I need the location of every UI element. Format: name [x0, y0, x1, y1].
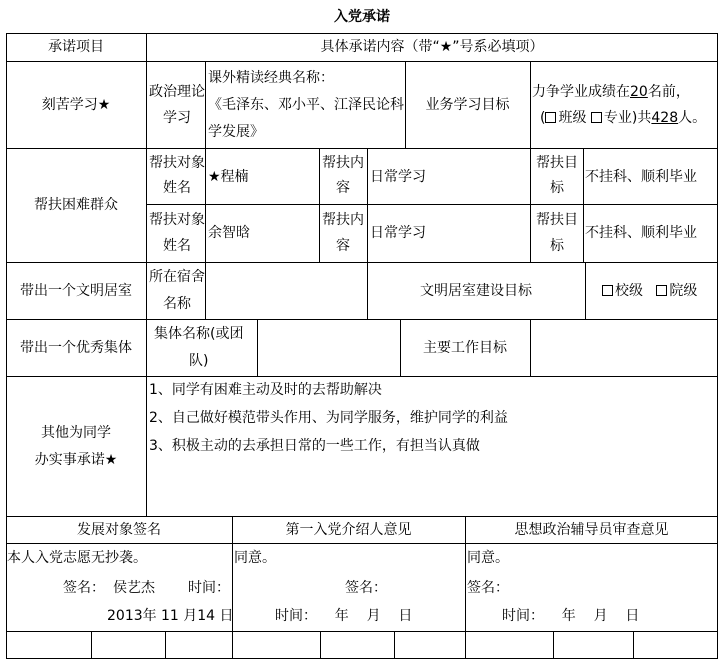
col-divider	[205, 61, 206, 149]
help-goal-label-2: 标	[550, 238, 564, 254]
reading-title-value: 《毛泽东、邓小平、江泽民论科	[208, 97, 404, 113]
major-checkbox[interactable]	[591, 112, 602, 123]
header-content: 具体承诺内容（带“★”号系必填项）	[320, 39, 544, 55]
help-label: 帮扶困难群众	[34, 197, 118, 213]
help-goal-value: 不挂科、顺利毕业	[585, 225, 697, 241]
table-border-right	[717, 33, 718, 659]
help-content-label: 帮扶内	[322, 155, 364, 171]
help-content-value: 日常学习	[370, 169, 426, 185]
group-name-label-2: 队)	[189, 353, 209, 369]
college-level-checkbox[interactable]	[656, 285, 667, 296]
col-divider	[165, 631, 166, 659]
counselor-opinion: 同意。	[467, 550, 509, 566]
group-label: 带出一个优秀集体	[20, 340, 132, 356]
col-divider	[633, 631, 634, 659]
introducer-time: 时间： 年 月 日	[275, 608, 413, 624]
group-goal-label: 主要工作目标	[423, 340, 507, 356]
col-divider	[530, 148, 531, 263]
applicant-statement: 本人入党志愿无抄袭。	[7, 550, 147, 566]
page-title: 入党承诺	[334, 9, 390, 25]
row-divider	[6, 376, 718, 377]
rank-value: 20	[630, 84, 648, 100]
col-divider	[205, 262, 206, 320]
sign-col3-header: 思想政治辅导员审查意见	[514, 522, 669, 538]
col-divider	[530, 319, 531, 377]
row-divider	[6, 148, 718, 149]
col-divider	[91, 631, 92, 659]
introducer-sign-label: 签名：	[345, 580, 387, 596]
col-divider	[394, 631, 395, 659]
help-content-label-2: 容	[336, 238, 350, 254]
applicant-date-year: 2013年	[107, 608, 157, 624]
table-border-top	[6, 33, 718, 34]
col-divider	[585, 262, 586, 320]
study-goal-line2: ( 班级 专业)共428人。	[540, 110, 707, 126]
study-goal-line1: 力争学业成绩在20名前，	[532, 84, 690, 100]
row-divider	[6, 262, 718, 263]
help-content-value: 日常学习	[370, 225, 426, 241]
service-item-1: 1、同学有困难主动及时的去帮助解决	[149, 382, 382, 398]
help-goal-label: 帮扶目	[536, 212, 578, 228]
col-divider	[319, 148, 320, 263]
header-item: 承诺项目	[48, 39, 104, 55]
help-target-name: 余智晗	[208, 225, 250, 241]
row-divider	[146, 204, 718, 205]
service-label-2: 办实事承诺★	[34, 452, 118, 468]
help-target-label: 帮扶对象	[149, 155, 205, 171]
row-divider	[6, 516, 718, 517]
politics-label: 政治理论	[149, 84, 205, 100]
help-goal-label: 帮扶目	[536, 155, 578, 171]
help-content-label-2: 容	[336, 180, 350, 196]
class-checkbox[interactable]	[545, 112, 556, 123]
applicant-time-label: 时间：	[188, 580, 230, 596]
help-target-label-2: 姓名	[163, 238, 191, 254]
service-label: 其他为同学	[41, 425, 111, 441]
table-border-bottom	[6, 658, 718, 659]
reading-title-label: 课外精读经典名称：	[208, 70, 334, 86]
help-target-name: ★程楠	[208, 169, 249, 185]
help-goal-value: 不挂科、顺利毕业	[585, 169, 697, 185]
total-value: 428	[651, 110, 679, 126]
col-divider	[146, 33, 147, 517]
counselor-sign-label: 签名：	[467, 580, 509, 596]
dorm-room-label-2: 名称	[163, 296, 191, 312]
help-target-label-2: 姓名	[163, 180, 191, 196]
service-item-2: 2、自己做好模范带头作用、为同学服务，维护同学的利益	[149, 410, 508, 426]
counselor-time: 时间： 年 月 日	[502, 608, 640, 624]
col-divider	[553, 631, 554, 659]
col-divider	[367, 148, 368, 263]
help-target-label: 帮扶对象	[149, 212, 205, 228]
dorm-label: 带出一个文明居室	[20, 283, 132, 299]
help-content-label: 帮扶内	[322, 212, 364, 228]
dorm-level-options: 校级 院级	[602, 281, 697, 301]
applicant-date-month-day: 11 月14 日	[161, 608, 234, 624]
row-divider	[6, 543, 718, 544]
study-label: 刻苦学习★	[41, 97, 111, 113]
sign-col1-header: 发展对象签名	[77, 522, 161, 538]
group-name-label: 集体名称(或团	[154, 326, 244, 342]
row-divider	[6, 319, 718, 320]
col-divider	[583, 148, 584, 263]
sign-col2-header: 第一入党介绍人意见	[285, 522, 412, 538]
reading-title-value-2: 学发展》	[208, 124, 264, 140]
school-level-checkbox[interactable]	[602, 285, 613, 296]
dorm-goal-label: 文明居室建设目标	[420, 283, 532, 299]
help-goal-label-2: 标	[550, 180, 564, 196]
applicant-sign-label: 签名：	[63, 580, 105, 596]
applicant-signature: 侯艺杰	[113, 580, 155, 596]
dorm-room-label: 所在宿舍	[149, 269, 205, 285]
row-divider	[6, 631, 718, 632]
col-divider	[205, 148, 206, 263]
service-item-3: 3、积极主动的去承担日常的一些工作，有担当认真做	[149, 438, 480, 454]
politics-label-2: 学习	[163, 110, 191, 126]
col-divider	[530, 61, 531, 149]
col-divider	[257, 319, 258, 377]
introducer-opinion: 同意。	[234, 550, 276, 566]
col-divider	[320, 631, 321, 659]
study-goal-label: 业务学习目标	[425, 97, 510, 113]
row-divider	[6, 61, 718, 62]
